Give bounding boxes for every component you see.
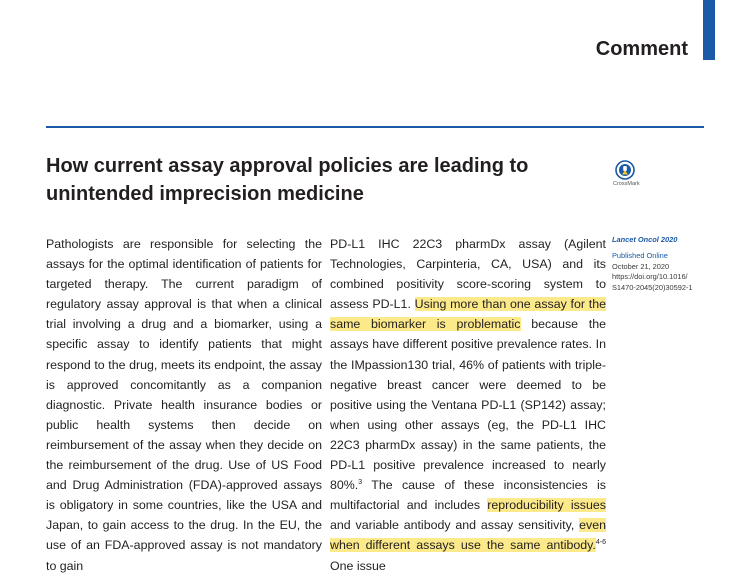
crossmark-badge[interactable] — [613, 160, 640, 187]
doi-link[interactable]: https://doi.org/10.1016/ — [612, 272, 688, 282]
body-text: because the assays have different positive prevalence rates. In the IMpassion130 trial, 46% of patients with triple-negative breast cancer were deemed to be positive using the Ventana PD-L1 (SP142) assay; when using other assays (eg, the PD-L1 IHC 22C3 pharmDx assay) in the same patients, the PD-L1 positive prevalence increased to nearly 80%. — [330, 317, 606, 493]
body-column-right — [330, 234, 606, 576]
article-title: How current assay approval policies are leading to unintended imprecision medicine — [46, 155, 529, 205]
body-text: One issue — [330, 558, 386, 573]
crossmark-icon — [615, 160, 635, 180]
body-column-left: Pathologists are responsible for selecting the assays for the optimal identification of patients for targeted therapy. The current paradigm of regulatory assay approval is that when a clinical trial involving a drug and a biomarker, using a specific assay to identify patients that might respond to the drug, meets its endpoint, the assay is approved concomitantly as a companion diagnostic. Private health insurance bodies or public health systems then decide on reimbursement of the assay when they decide on the reimbursement of the drug. Use of US Food and Drug Administration (FDA)-approved assays is obligatory in some countries, like the USA and Japan, to gain access to the drug. In the EU, the use of an FDA-approved assay is not mandatory to gain — [46, 237, 322, 573]
highlight[interactable]: even when different assays use the same antibody. — [330, 518, 606, 553]
body-text: The cause of these inconsistencies is multifactorial and includes — [330, 478, 606, 513]
publication-date: October 21, 2020 — [612, 261, 670, 271]
published-online-label: Published Online — [612, 251, 668, 261]
highlight[interactable]: Using more than one assay for the same biomarker is problematic — [330, 297, 607, 332]
body-text: and variable antibody and assay sensitivity, — [330, 518, 580, 533]
header-rule — [46, 126, 704, 128]
journal-citation: Lancet Oncol 2020 — [612, 235, 678, 244]
doi-link-cont[interactable]: S1470-2045(20)30592-1 — [612, 282, 693, 292]
crossmark-label: CrossMark — [613, 181, 640, 187]
reference-superscript[interactable]: 3 — [358, 479, 363, 486]
section-label: Comment — [595, 38, 688, 60]
body-text: PD-L1 IHC 22C3 pharmDx assay (Agilent Technologies, Carpinteria, CA, USA) and its combined positivity score-scoring system to assess PD-L1. — [330, 237, 606, 312]
highlight[interactable]: reproducibility issues — [487, 498, 606, 513]
article-sidebar — [612, 235, 742, 293]
reference-superscript[interactable]: 4-6 — [595, 539, 606, 547]
section-color-bar — [703, 0, 715, 60]
